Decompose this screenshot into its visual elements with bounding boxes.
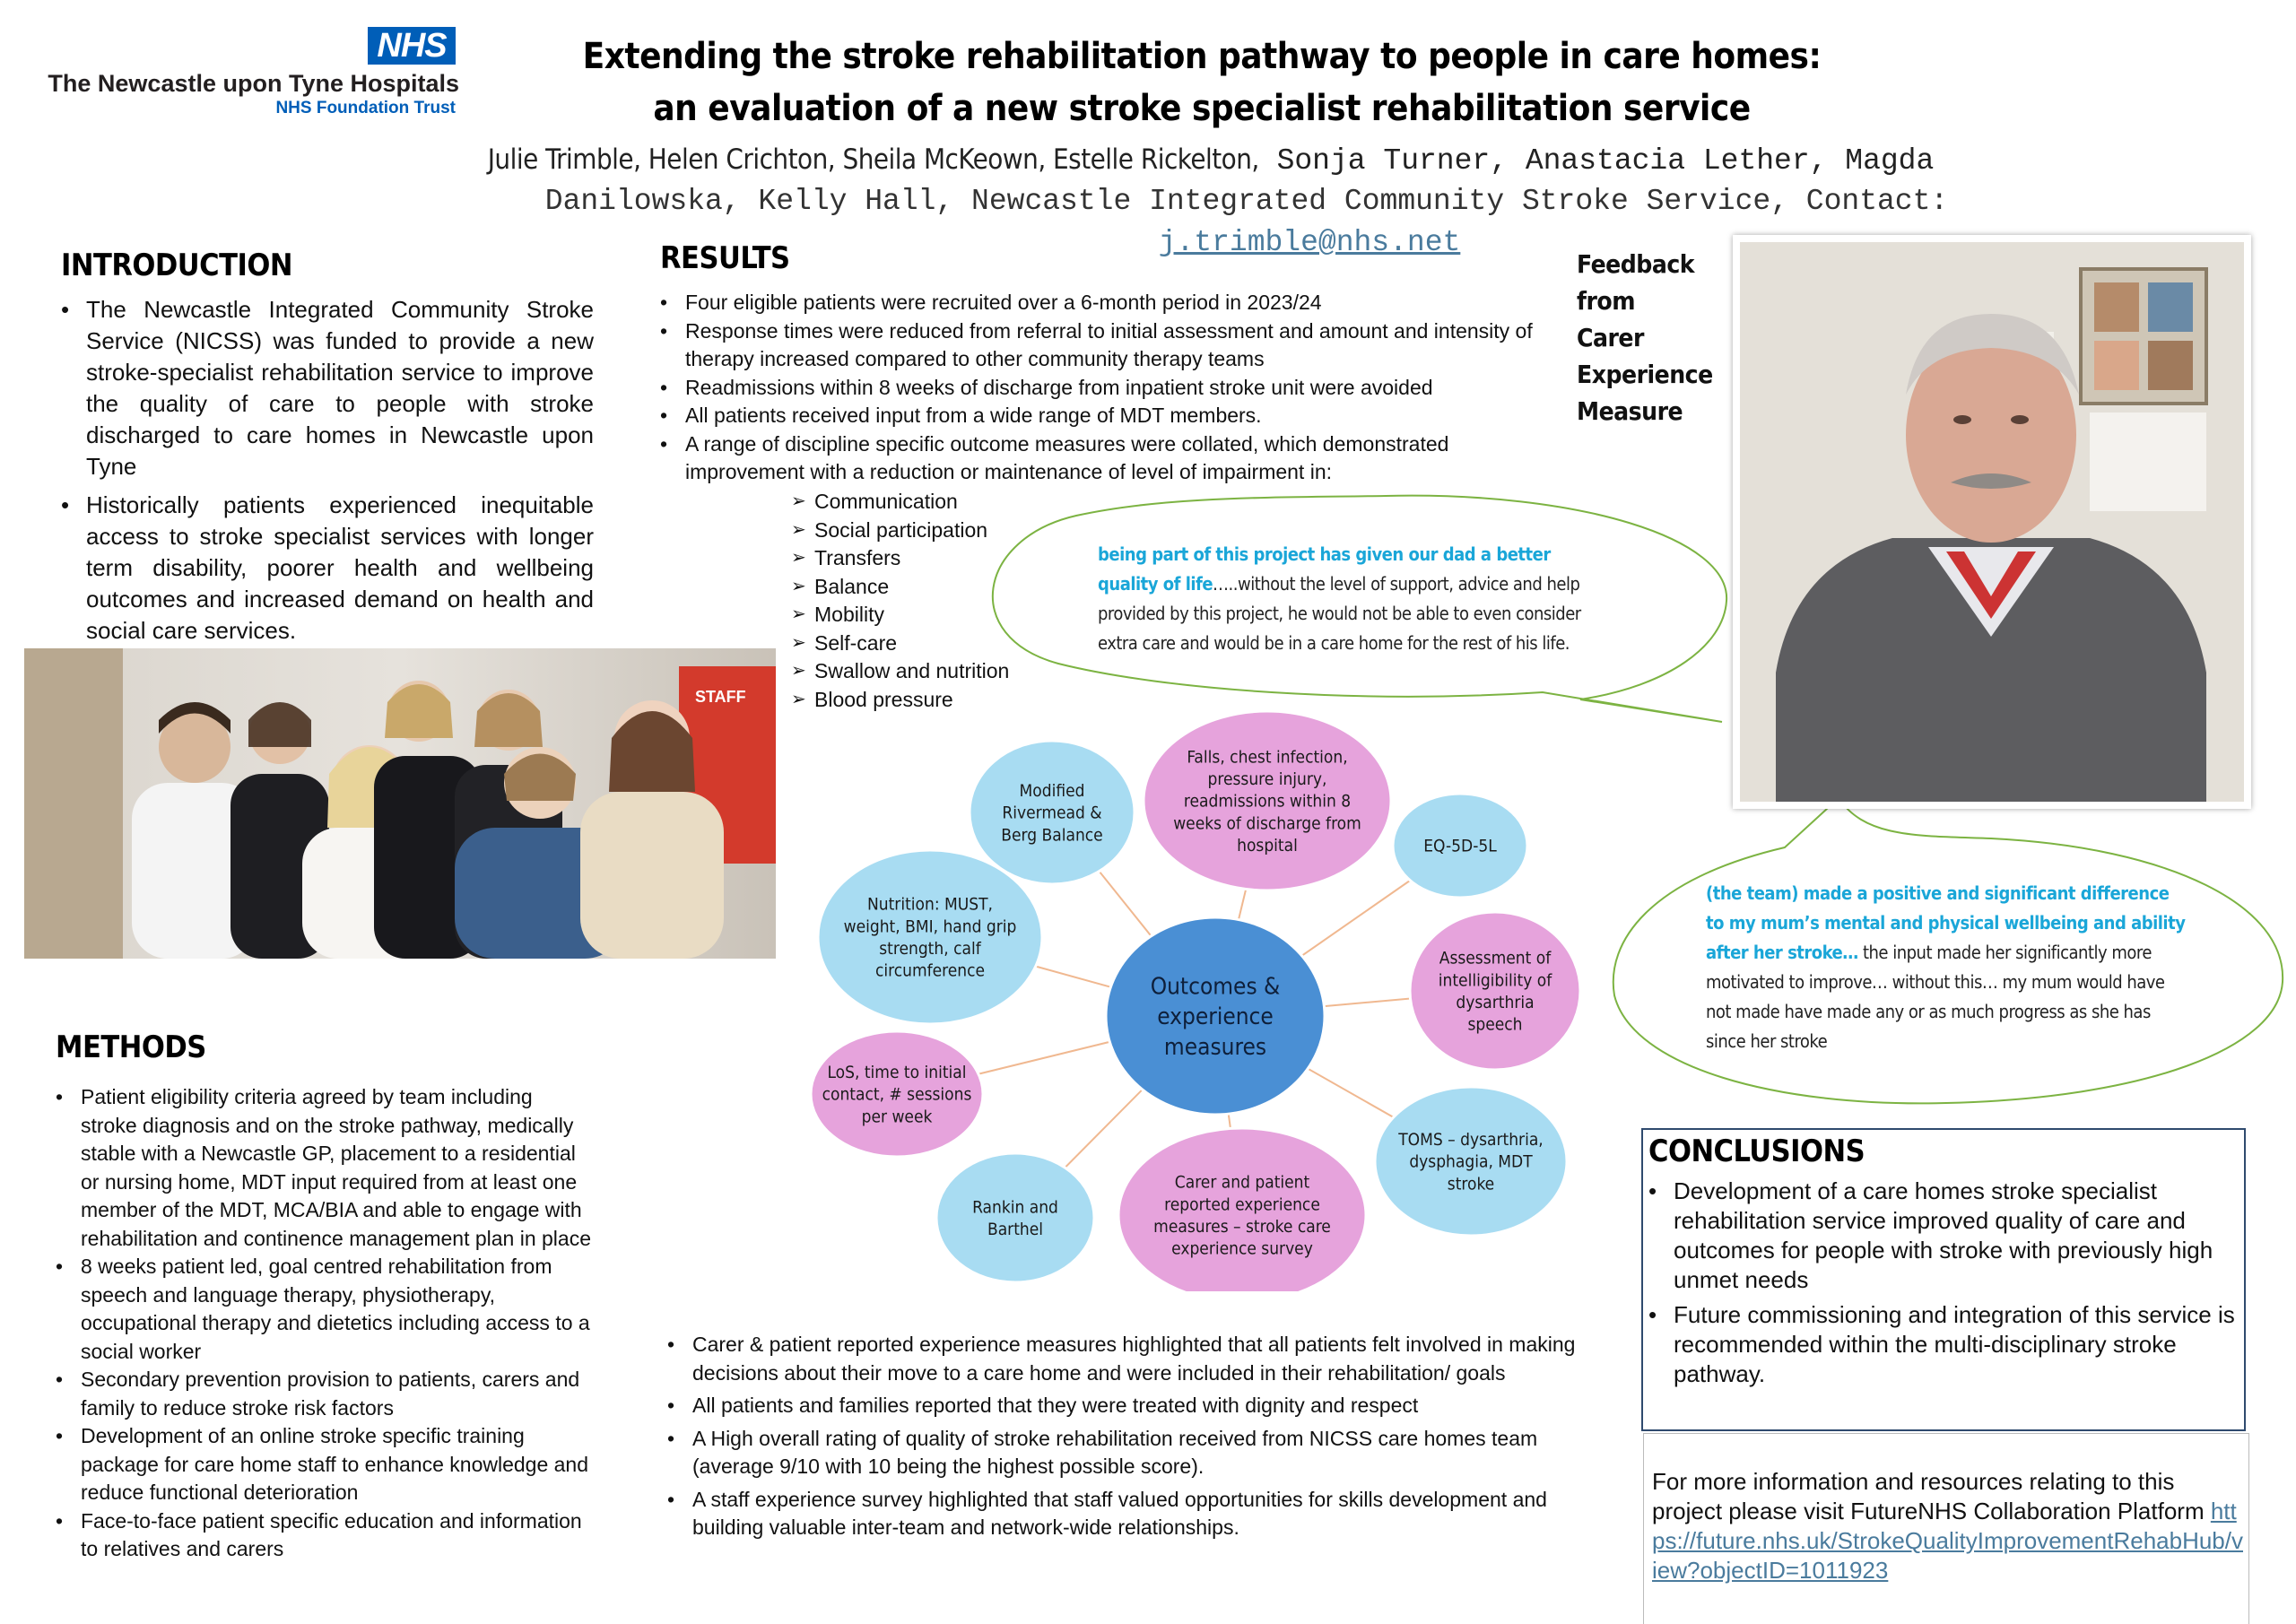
node-label-rivermead: Rivermead & [1002, 803, 1102, 823]
list-item: • Future commissioning and integration of this service is recommended within the multi-disciplinary stroke pathway. [1648, 1300, 2246, 1389]
diagram-node-rivermead [970, 741, 1135, 884]
feedback-quote-1 [1098, 540, 1600, 658]
node-ellipse-intelligibility [1410, 912, 1580, 1070]
list-item: • A range of discipline specific outcome measures were collated, which demonstrated improvement with a reduction or maintenance of level of impairment in: [660, 430, 1557, 487]
authors-part-1: Julie Trimble, Helen Crichton, Sheila McKeown, Estelle Rickelton, [487, 143, 1259, 176]
list-item: ➢ Balance [791, 573, 1060, 602]
staff-sign-text: STAFF [695, 688, 746, 706]
more-info-text [1652, 1467, 2244, 1585]
list-item: ➢ Mobility [791, 601, 1060, 630]
list-item: • A staff experience survey highlighted that staff valued opportunities for skills development and building valuable inter-team and network-wide relationships. [667, 1486, 1591, 1542]
diagram-node-falls [1144, 711, 1391, 890]
node-label-carer: Carer and patient [1174, 1172, 1310, 1193]
node-label-intelligibility: dysarthria [1456, 993, 1535, 1012]
conclusions-heading: CONCLUSIONS [1648, 1133, 1866, 1169]
quote-highlight: being part of this project has given our dad a better quality of life [1098, 543, 1551, 595]
list-item: • Face-to-face patient specific education and information to relatives and carers [56, 1507, 594, 1564]
list-item: ➢ Swallow and nutrition [791, 657, 1060, 686]
methods-list [56, 1083, 594, 1564]
node-label-los: LoS, time to initial [827, 1062, 967, 1082]
node-label-nutrition: circumference [874, 960, 986, 981]
poster-title-line-1: Extending the stroke rehabilitation pathway to people in care homes: [582, 36, 1822, 77]
poster-title-line-2: an evaluation of a new stroke specialist rehabilitation service [653, 88, 1751, 129]
center-label: Outcomes & [1150, 973, 1281, 1001]
node-label-intelligibility: speech [1467, 1014, 1523, 1035]
feedback-heading-line: Feedback from [1577, 249, 1694, 316]
diagram-node-los [811, 1031, 983, 1157]
center-label: experience [1157, 1003, 1274, 1031]
feedback-heading-line: Measure [1577, 396, 1683, 426]
diagram-node-intelligibility [1410, 912, 1580, 1070]
results-heading: RESULTS [660, 240, 790, 276]
node-label-falls: weeks of discharge from [1173, 813, 1361, 834]
node-ellipse-rankin [936, 1153, 1094, 1282]
list-item: • All patients received input from a wide range of MDT members. [660, 402, 1557, 430]
trust-name: The Newcastle upon Tyne Hospitals [48, 70, 459, 97]
list-item: • Four eligible patients were recruited over a 6-month period in 2023/24 [660, 289, 1557, 317]
node-label-toms: TOMS – dysarthria, [1398, 1129, 1544, 1150]
diagram-node-eq5d [1393, 794, 1527, 898]
authors-part-2: Sonja Turner, Anastacia Lether, Magda [1258, 144, 1935, 178]
methods-heading: METHODS [56, 1029, 206, 1065]
list-item: • Carer & patient reported experience measures highlighted that all patients felt involved in making decisions about their move to a care home and were included in their rehabilitation/ goals [667, 1331, 1591, 1387]
results-list [660, 289, 1557, 487]
node-label-carer: reported experience [1164, 1194, 1320, 1215]
diagram-node-rankin [936, 1153, 1094, 1282]
center-label: measures [1163, 1033, 1267, 1061]
foundation-trust-label: NHS Foundation Trust [275, 99, 456, 117]
team-photo [24, 648, 776, 959]
node-label-carer: measures – stroke care [1153, 1217, 1331, 1237]
node-label-toms: stroke [1447, 1174, 1495, 1194]
patient-photo [1740, 242, 2244, 802]
node-label-falls: pressure injury, [1207, 769, 1327, 789]
list-item: • 8 weeks patient led, goal centred rehabilitation from speech and language therapy, physiotherapy, occupational therapy and dietetics including access to a social worker [56, 1253, 594, 1366]
node-ellipse-nutrition [818, 850, 1042, 1024]
authors-line-1 [377, 142, 2045, 178]
list-item: ➢ Social participation [791, 517, 1060, 545]
quote-highlight: (the team) made a positive and significant difference to my mum’s mental and physical wellbeing and ability after her stroke… [1706, 882, 2186, 963]
list-item: • All patients and families reported that they were treated with dignity and respect [667, 1392, 1591, 1420]
feedback-quote-2 [1706, 879, 2190, 1056]
node-label-rankin: Rankin and [972, 1197, 1058, 1218]
diagram-center-node [1106, 917, 1325, 1115]
list-item: • Development of an online stroke specific training package for care home staff to enhance knowledge and reduce functional deterioration [56, 1422, 594, 1507]
node-label-nutrition: strength, calf [879, 939, 981, 959]
node-label-intelligibility: Assessment of [1439, 948, 1552, 968]
experience-results-list [667, 1331, 1591, 1547]
futurenhs-link[interactable]: https://future.nhs.uk/StrokeQualityImprovementRehabHub/view?objectID=1011923 [1652, 1498, 2243, 1584]
node-label-falls: Falls, chest infection, [1187, 747, 1348, 768]
list-item: • Secondary prevention provision to patients, carers and family to reduce stroke risk factors [56, 1366, 594, 1422]
quote-text: the input made her significantly more motivated to improve… without this… my mum would have not made have made any or as much progress as she has since her stroke [1706, 942, 2165, 1052]
contact-email-link[interactable]: j.trimble@nhs.net [1158, 226, 1461, 259]
node-label-eq5d: EQ-5D-5L [1423, 836, 1497, 856]
conclusions-list [1648, 1177, 2246, 1394]
nhs-logo: NHS [368, 27, 456, 65]
node-label-nutrition: weight, BMI, hand grip [843, 916, 1017, 937]
feedback-heading-line: Carer [1577, 323, 1644, 352]
node-label-rivermead: Modified [1019, 780, 1085, 801]
list-item: • Development of a care homes stroke specialist rehabilitation service improved quality of care and outcomes for people with stroke with previously high unmet needs [1648, 1177, 2246, 1295]
more-info-label: For more information and resources relating to this project please visit FutureNHS Collaboration Platform [1652, 1468, 2211, 1524]
introduction-list [61, 294, 594, 654]
diagram-node-nutrition [818, 850, 1042, 1024]
node-label-los: per week [861, 1107, 933, 1127]
node-label-carer: experience survey [1171, 1238, 1313, 1259]
introduction-heading: INTRODUCTION [61, 248, 292, 283]
quote-text: …..without the level of support, advice and help provided by this project, he would not be able to even consider extra care and would be in a care home for the rest of his life. [1098, 573, 1581, 654]
list-item: • A High overall rating of quality of stroke rehabilitation received from NICSS care homes team (average 9/10 with 10 being the highest possible score). [667, 1425, 1591, 1481]
list-item: • Readmissions within 8 weeks of discharge from inpatient stroke unit were avoided [660, 374, 1557, 403]
list-item: ➢ Blood pressure [791, 686, 1060, 715]
node-label-los: contact, # sessions [822, 1084, 972, 1105]
node-label-falls: hospital [1237, 836, 1298, 856]
list-item: ➢ Self-care [791, 630, 1060, 658]
authors-line-2: Danilowska, Kelly Hall, Newcastle Integrated Community Stroke Service, Contact: [544, 185, 1949, 218]
node-label-rivermead: Berg Balance [1001, 825, 1103, 846]
feedback-heading [1577, 246, 1729, 430]
feedback-heading-line: Experience [1577, 360, 1713, 389]
list-item: ➢ Transfers [791, 544, 1060, 573]
node-label-intelligibility: intelligibility of [1438, 970, 1552, 991]
diagram-node-carer [1118, 1128, 1366, 1291]
node-label-nutrition: Nutrition: MUST, [866, 894, 994, 915]
list-item: ➢ Communication [791, 488, 1060, 517]
list-item: • Patient eligibility criteria agreed by team including stroke diagnosis and on the stroke pathway, medically stable with a Newcastle GP, placement to a residential or nursing home, MDT input required from at least one member of the MDT, MCA/BIA and able to engage with rehabilitation and continence management plan in place [56, 1083, 594, 1253]
node-label-rankin: Barthel [987, 1220, 1044, 1239]
diagram-node-toms [1375, 1087, 1567, 1236]
list-item: • Response times were reduced from referral to initial assessment and amount and intensity of therapy increased compared to other community therapy teams [660, 317, 1557, 374]
node-label-falls: readmissions within 8 [1183, 791, 1352, 812]
list-item: • Historically patients experienced inequitable access to stroke specialist services with longer term disability, poorer health and wellbeing outcomes and increased demand on health and social care services. [61, 490, 594, 647]
list-item: • The Newcastle Integrated Community Stroke Service (NICSS) was funded to provide a new stroke-specialist rehabilitation service to improve the quality of care to people with stroke discharged to care homes in Newcastle upon Tyne [61, 294, 594, 482]
node-label-toms: dysphagia, MDT [1409, 1151, 1533, 1172]
